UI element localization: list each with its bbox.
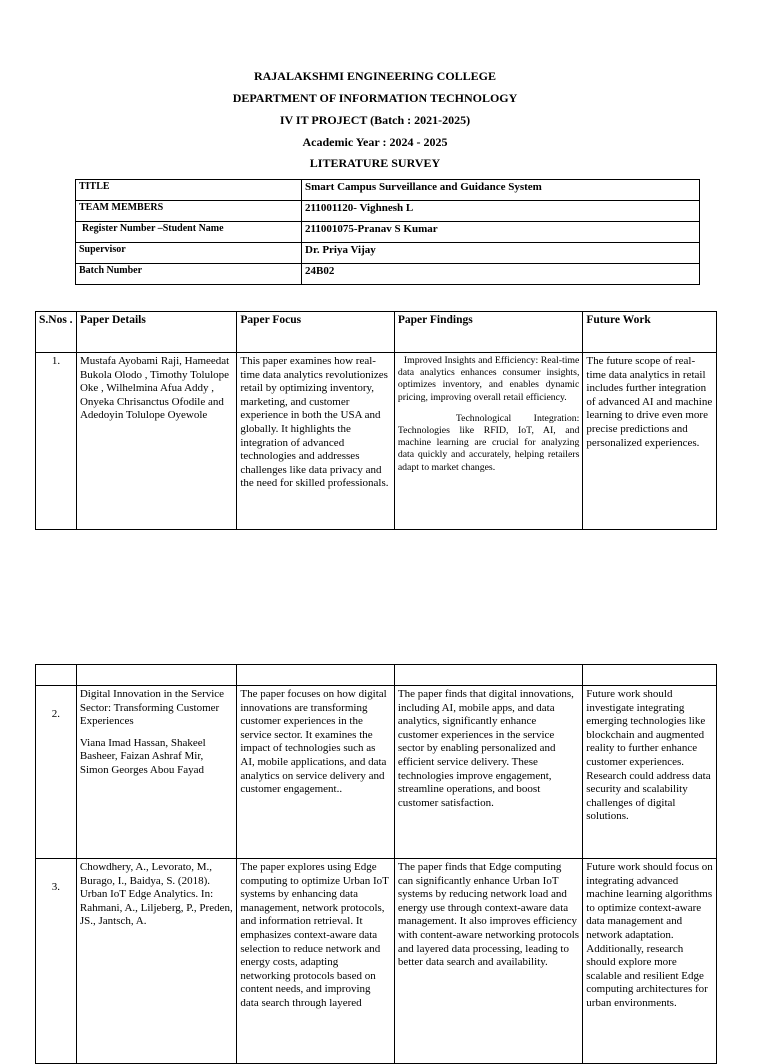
batch-label: Batch Number xyxy=(76,264,302,285)
batch-value: 24B02 xyxy=(302,264,700,285)
row-future-work: Future work should focus on integrating advanced machine learning algorithms to optimize context-aware data management and network adaptation. Additionally, research should explore more scalable and resilient Edge computing architectures for urban environments. xyxy=(583,859,717,1064)
title-value: Smart Campus Surveillance and Guidance System xyxy=(302,180,700,201)
row-paper-findings xyxy=(394,353,583,530)
findings-paragraph: Technological Integration: Technologies like RFID, IoT, AI, and machine learning are crucial for analyzing data quickly and accurately, helping retailers adapt to market changes. xyxy=(397,412,580,473)
row-paper-focus: This paper examines how real-time data analytics revolutionizes retail by optimizing inventory, marketing, and customer experience in both the USA and globally. It highlights the integration of advanced technologies and addresses challenges like data privacy and the need for skilled professionals. xyxy=(237,353,394,530)
college-name: RAJALAKSHMI ENGINEERING COLLEGE xyxy=(253,69,497,83)
paper-authors: Viana Imad Hassan, Shakeel Basheer, Faizan Ashraf Mir, Simon Georges Abou Fayad xyxy=(79,736,206,776)
col-details-header: Paper Details xyxy=(76,312,236,353)
literature-survey-table xyxy=(35,311,717,530)
row-paper-focus: The paper explores using Edge computing to optimize Urban IoT systems by enhancing data management, network protocols, and information retrieval. It emphasizes context-aware data selection to reduce network and energy costs, adapting networking protocols based on content needs, and improving data search through layered xyxy=(237,859,395,1064)
department-name: DEPARTMENT OF INFORMATION TECHNOLOGY xyxy=(232,91,518,105)
project-info-table xyxy=(75,179,700,285)
findings-paragraph: Improved Insights and Efficiency: Real-time data analytics enhances consumer insights, optimizes inventory, and enables dynamic pricing, improving overall retail efficiency. xyxy=(397,355,580,403)
row-sno: 3. xyxy=(36,859,77,1064)
row-paper-findings: The paper finds that digital innovations, including AI, mobile apps, and data analytics, significantly enhance customer experiences in the service sector by enabling personalized and efficient service delivery. These technologies improve engagement, streamline operations, and boost customer satisfaction. xyxy=(394,686,582,859)
section-title: LITERATURE SURVEY xyxy=(309,156,441,170)
literature-survey-table-continued xyxy=(35,664,717,1064)
col-future-header: Future Work xyxy=(583,312,717,353)
table-row xyxy=(36,859,717,1064)
col-focus-header: Paper Focus xyxy=(237,312,394,353)
table-row xyxy=(36,686,717,859)
supervisor-value: Dr. Priya Vijay xyxy=(302,243,700,264)
project-batch: IV IT PROJECT (Batch : 2021-2025) xyxy=(279,113,471,127)
team-member-2: 211001075-Pranav S Kumar xyxy=(302,222,700,243)
row-paper-details: Mustafa Ayobami Raji, Hameedat Bukola Olodo , Timothy Tolulope Oke , Wilhelmina Afua Addy , Onyeka Chrisanctus Ofodile and Adedoyin Tolulope Oyewole xyxy=(76,353,236,530)
row-sno: 2. xyxy=(36,686,77,859)
title-label: TITLE xyxy=(76,180,302,201)
register-label: Register Number –Student Name xyxy=(76,222,302,243)
row-future-work: Future work should investigate integrating emerging technologies like blockchain and augmented reality to further enhance customer experiences. Research could address data security and scalability challenges of digital solutions. xyxy=(583,686,717,859)
team-member-1: 211001120- Vighnesh L xyxy=(302,201,700,222)
paper-title: Digital Innovation in the Service Sector: Transforming Customer Experiences xyxy=(79,688,225,728)
row-paper-details xyxy=(76,686,237,859)
col-findings-header: Paper Findings xyxy=(394,312,583,353)
col-sno-header: S.Nos . xyxy=(36,312,77,353)
supervisor-label: Supervisor xyxy=(76,243,302,264)
table-header-row xyxy=(36,312,717,353)
row-paper-details: Chowdhery, A., Levorato, M., Burago, I., Baidya, S. (2018). Urban IoT Edge Analytics. In: Rahmani, A., Liljeberg, P., Preden, JS., Jantsch, A. xyxy=(76,859,237,1064)
row-paper-focus: The paper focuses on how digital innovations are transforming customer experiences in the service sector. It examines the impact of technologies such as AI, mobile applications, and data analytics on service delivery and customer engagement.. xyxy=(237,686,395,859)
academic-year: Academic Year : 2024 - 2025 xyxy=(302,135,448,149)
team-members-label: TEAM MEMBERS xyxy=(76,201,302,222)
row-future-work: The future scope of real-time data analytics in retail includes further integration of advanced AI and machine learning to drive even more precise predictions and personalized experiences. xyxy=(583,353,717,530)
row-sno: 1. xyxy=(36,353,77,530)
row-paper-findings: The paper finds that Edge computing can significantly enhance Urban IoT systems by reducing network load and energy use through context-aware data management. It also improves efficiency with content-aware networking protocols and layered data processing, leading to better data search and availability. xyxy=(394,859,582,1064)
table-row xyxy=(36,353,717,530)
table-blank-row xyxy=(36,665,717,686)
